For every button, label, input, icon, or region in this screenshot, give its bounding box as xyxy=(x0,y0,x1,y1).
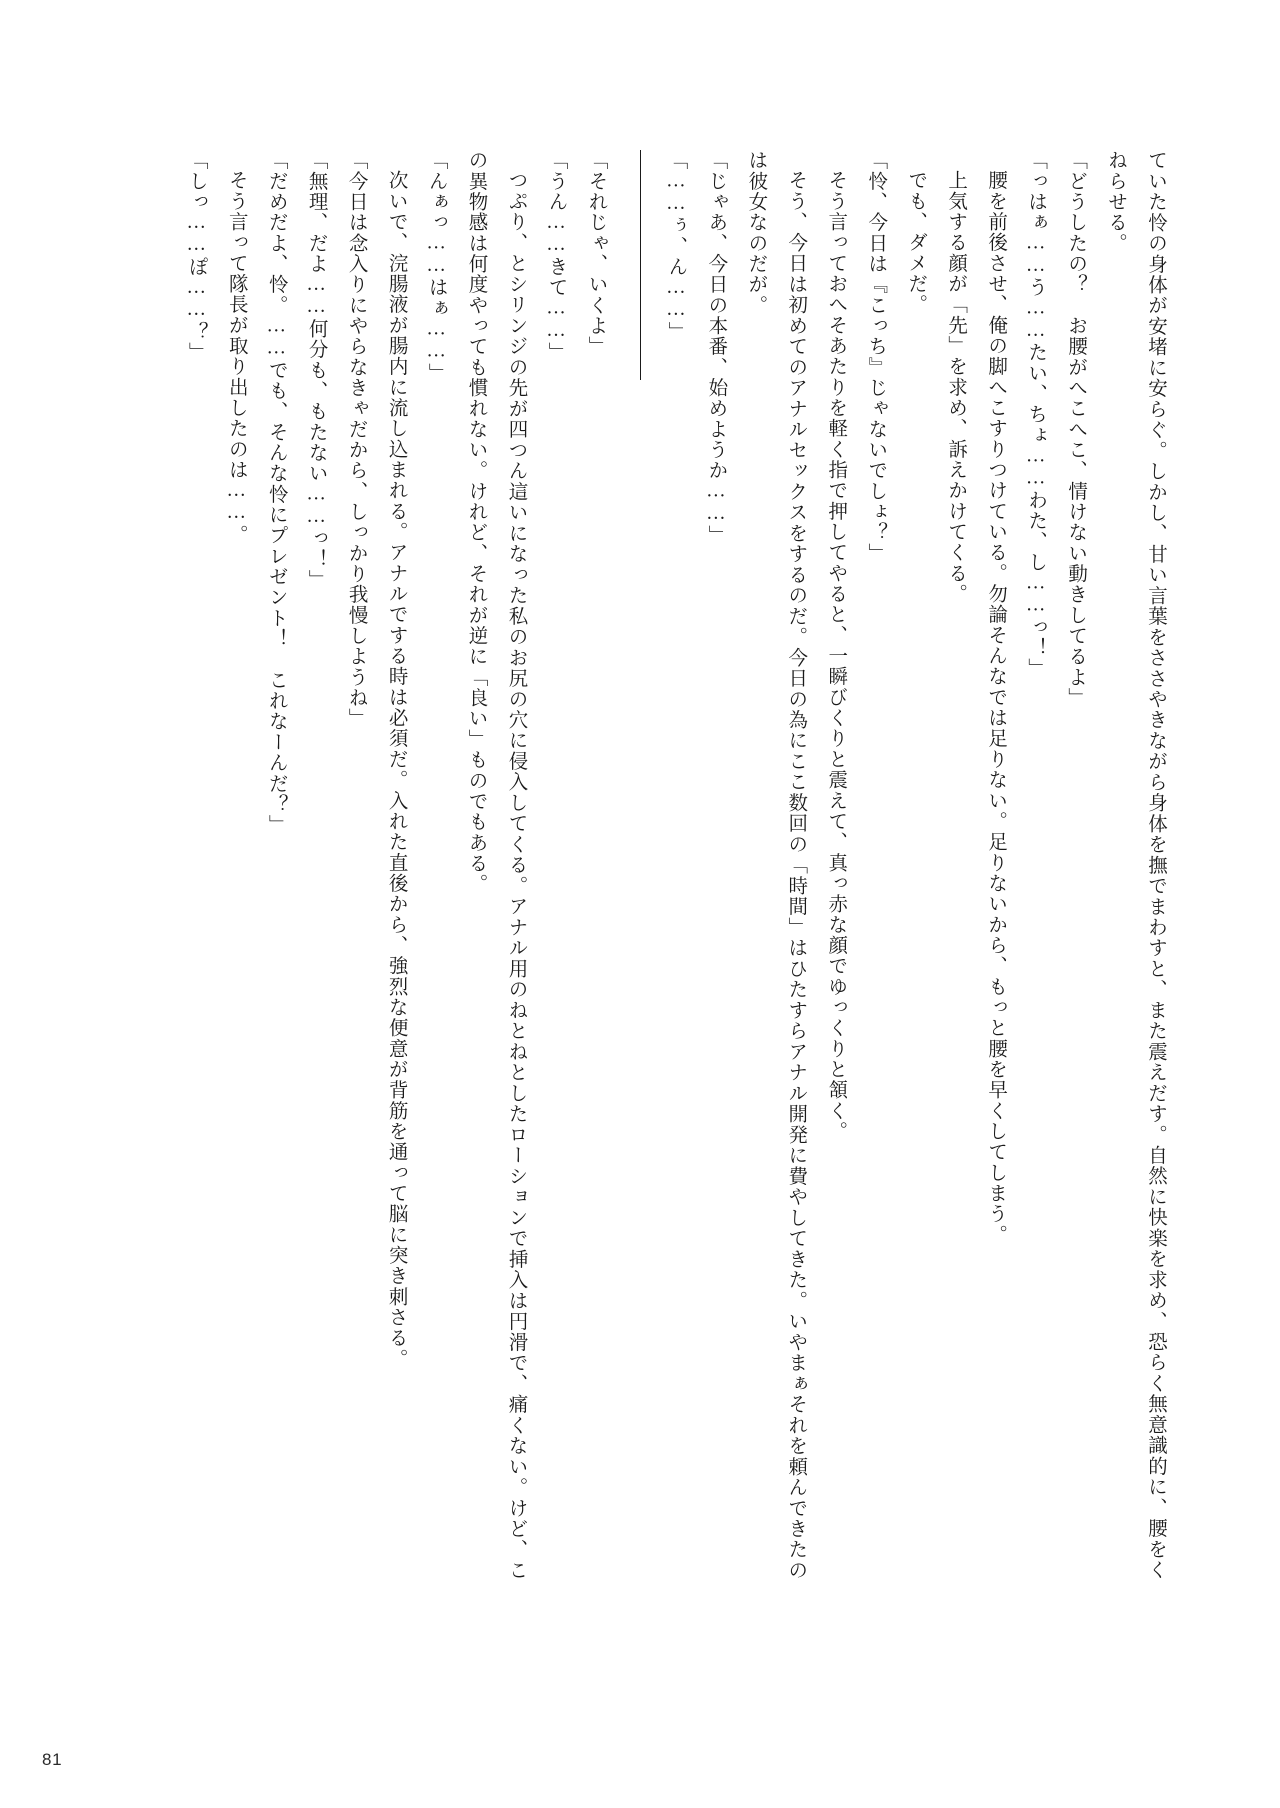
section-divider-wrap xyxy=(615,150,655,1580)
paragraph: 次いで、浣腸液が腸内に流し込まれる。アナルでする時は必須だ。入れた直後から、強烈な便意が背筋を通って脳に突き刺さる。 xyxy=(385,169,407,1369)
paragraph: 「っはぁ……う……たい、ちょ……わた、し……っ！」 xyxy=(1025,150,1047,679)
paragraph: 「じゃあ、今日の本番、始めようか……」 xyxy=(705,150,727,546)
section-divider xyxy=(640,150,641,380)
text-block-first-half xyxy=(655,150,1175,1580)
text-block-second-half xyxy=(176,150,616,1580)
paragraph: 上気する顔が「先」を求め、訴えかけてくる。 xyxy=(945,169,967,604)
paragraph: そう言っておへそあたりを軽く指で押してやると、一瞬びくりと震えて、真っ赤な顔でゆっくりと頷く。 xyxy=(825,169,847,1141)
paragraph: 「うん……きて……」 xyxy=(545,150,567,363)
paragraph: 「んぁっ……はぁ……」 xyxy=(425,150,447,384)
paragraph: 腰を前後させ、俺の脚へこすりつけている。勿論そんなでは足りない。足りないから、もっと腰を早くしてしまう。 xyxy=(985,169,1007,1245)
page-number: 81 xyxy=(42,1750,63,1769)
paragraph: 「だめだよ、怜。……でも、そんな怜にプレゼント！ これなーんだ？」 xyxy=(265,150,287,836)
paragraph: 「今日は念入りにやらなきゃだから、しっかり我慢しようね」 xyxy=(345,150,367,729)
paragraph: 「無理、だよ……何分も、もたない……っ！」 xyxy=(305,150,327,591)
paragraph: 「しっ……ぽ……？」 xyxy=(185,150,207,363)
paragraph: そう、今日は初めてのアナルセックスをするのだ。今日の為にここ数回の「時間」はひたすらアナル開発に費やしてきた。いやまぁそれを頼んできたのは彼女なのだが。 xyxy=(745,150,807,1580)
paragraph: 「それじゃ、いくよ」 xyxy=(585,150,607,357)
paragraph: つぷり、とシリンジの先が四つん這いになった私のお尻の穴に侵入してくる。アナル用のねとねとしたローションで挿入は円滑で、痛くない。けど、この異物感は何度やっても慣れない。けれど、それが逆に「良い」ものでもある。 xyxy=(465,150,527,1580)
paragraph: そう言って隊長が取り出したのは……。 xyxy=(225,169,247,545)
paragraph: ていた怜の身体が安堵に安らぐ。しかし、甘い言葉をささやきながら身体を撫でまわすと、また震えだす。自然に快楽を求め、恐らく無意識的に、腰をくねらせる。 xyxy=(1105,150,1166,1580)
paragraph: 「怜、今日は『こっち』じゃないでしょ？」 xyxy=(865,150,887,564)
paragraph: 「どうしたの？ お腰がへこへこ、情けない動きしてるよ」 xyxy=(1065,150,1087,709)
vertical-text-body xyxy=(95,150,1175,1580)
paragraph: 「……ぅ、ん……」 xyxy=(665,150,687,343)
paragraph: でも、ダメだ。 xyxy=(905,169,927,315)
